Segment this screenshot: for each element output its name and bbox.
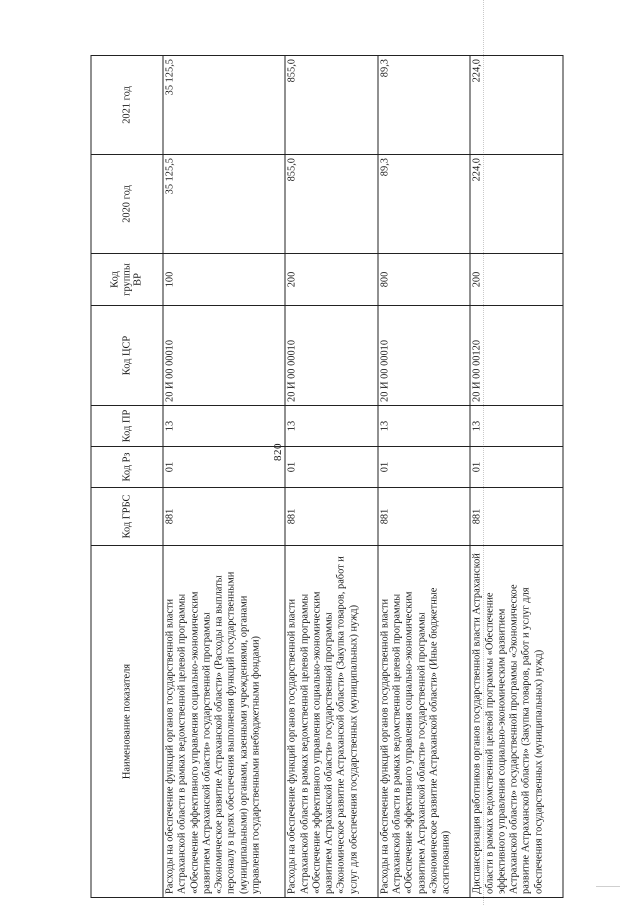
row-2021: 35 125,5 xyxy=(163,56,285,155)
row-name: Расходы на обеспечение функций органов государственной власти Астраханской области в рамках ведомственной целевой программы «Обеспечение эффективного управления социально-экономическим развитием Астраханской области» государственной программы «Экономическое развитие Астраханской области» (Иные бюджетные ассигнования) xyxy=(378,546,471,898)
row-vr: 200 xyxy=(285,254,378,306)
row-pr: 13 xyxy=(285,406,378,447)
row-name: Расходы на обеспечение функций органов государственной власти Астраханской области в рамках ведомственной целевой программы «Обеспечение эффективного управления социально-экономическим развитием Астраханской области» государственной программы «Экономическое развитие Астраханской области» (Закупка товаров, работ и услуг для обеспечения государственных (муниципальных) нужд) xyxy=(285,546,378,898)
header-pr: Код ПР xyxy=(91,406,163,447)
row-name: Диспансеризация работников органов государственной власти Астраханской области в рамках ведомственной целевой программы «Обеспечение эффективного управления социально-экономическим развитием Астраханской области» государственной программы «Экономическое развитие Астраханской области» (Закупка товаров, работ и услуг для обеспечения государственных (муниципальных) нужд) xyxy=(470,546,563,898)
row-csr: 20 И 00 00120 xyxy=(470,306,563,406)
table-row xyxy=(470,56,563,898)
header-grbs: Код ГРБС xyxy=(91,488,163,546)
row-pr: 13 xyxy=(470,406,563,447)
table-row xyxy=(285,56,378,898)
scan-edge-mark xyxy=(596,886,620,887)
row-csr: 20 И 00 00010 xyxy=(285,306,378,406)
header-2021: 2021 год xyxy=(91,56,163,155)
row-grbs: 881 xyxy=(470,488,563,546)
header-vr: Код группы ВР xyxy=(91,254,163,306)
table-row xyxy=(378,56,471,898)
row-2021: 224,0 xyxy=(470,56,563,155)
row-rz: 01 xyxy=(163,447,285,488)
row-grbs: 881 xyxy=(285,488,378,546)
row-vr: 100 xyxy=(163,254,285,306)
header-csr: Код ЦСР xyxy=(91,306,163,406)
page-number: 820 xyxy=(272,443,284,461)
row-pr: 13 xyxy=(163,406,285,447)
table-row xyxy=(163,56,285,898)
row-rz: 01 xyxy=(285,447,378,488)
header-2020: 2020 год xyxy=(91,155,163,254)
row-vr: 800 xyxy=(378,254,471,306)
row-2020: 35 125,5 xyxy=(163,155,285,254)
row-vr: 200 xyxy=(470,254,563,306)
row-2021: 89,3 xyxy=(378,56,471,155)
header-rz: Код Рз xyxy=(91,447,163,488)
budget-table-container xyxy=(91,56,564,898)
row-grbs: 881 xyxy=(378,488,471,546)
row-csr: 20 И 00 00010 xyxy=(378,306,471,406)
row-rz: 01 xyxy=(470,447,563,488)
row-grbs: 881 xyxy=(163,488,285,546)
budget-table xyxy=(91,55,564,898)
row-name: Расходы на обеспечение функций органов государственной власти Астраханской области в рамках ведомственной целевой программы «Обеспечение эффективного управления социально-экономическим развитием Астраханской области» государственной программы «Экономическое развитие Астраханской области» (Расходы на выплаты персоналу в целях обеспечения выполнения функций государственными (муниципальными) органами, казенными учреждениями, органами управления государственными внебюджетными фондами) xyxy=(163,546,285,898)
row-pr: 13 xyxy=(378,406,471,447)
row-2020: 89,3 xyxy=(378,155,471,254)
row-2021: 855,0 xyxy=(285,56,378,155)
header-name: Наименование показателя xyxy=(91,546,163,898)
row-2020: 855,0 xyxy=(285,155,378,254)
row-csr: 20 И 00 00010 xyxy=(163,306,285,406)
table-header-row xyxy=(91,56,163,898)
row-2020: 224,0 xyxy=(470,155,563,254)
row-rz: 01 xyxy=(378,447,471,488)
